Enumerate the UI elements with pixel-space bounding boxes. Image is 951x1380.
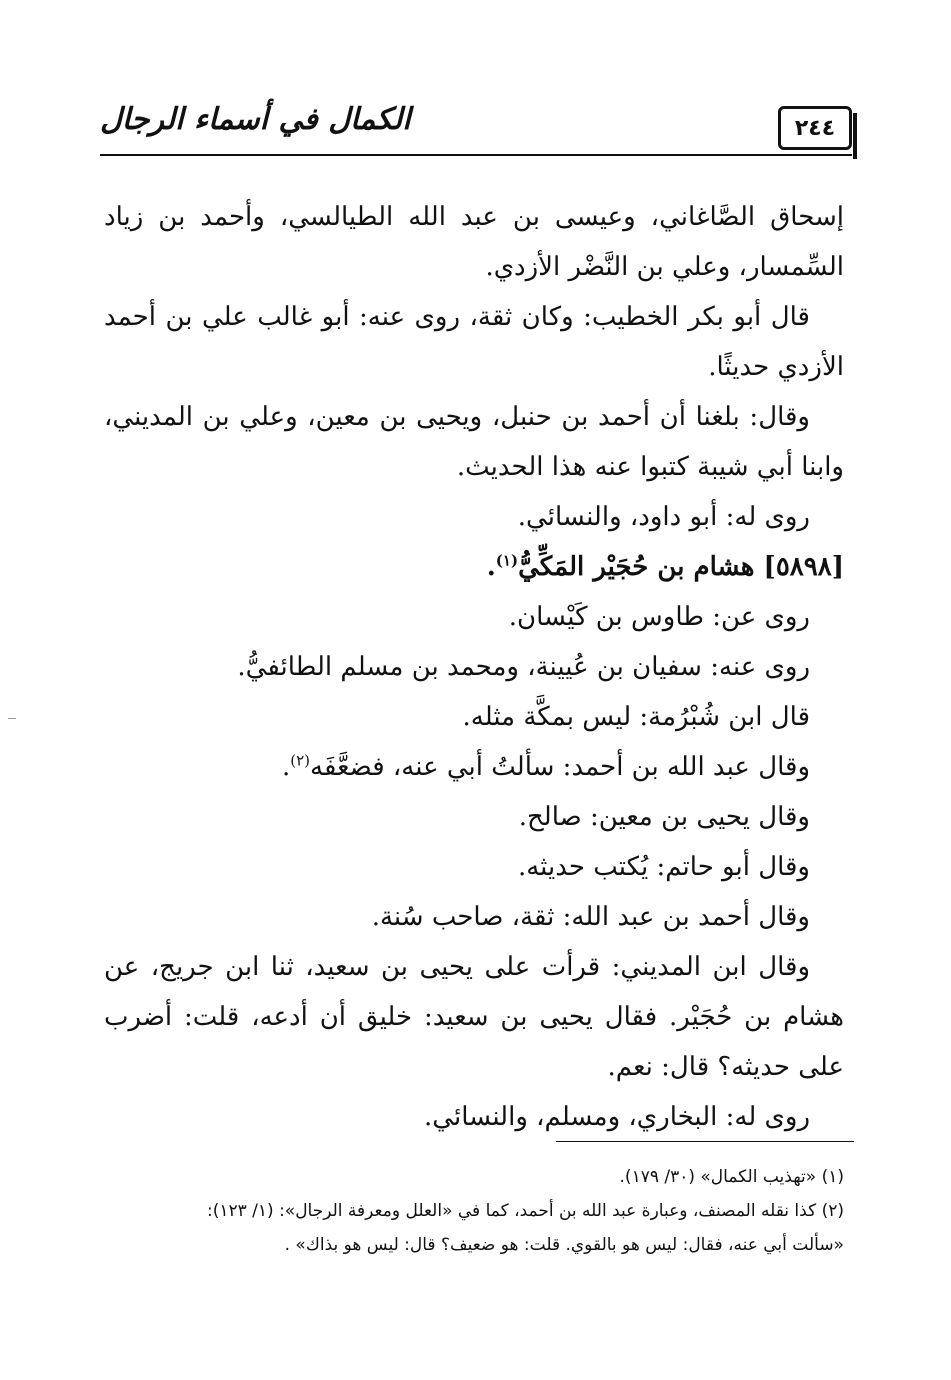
narration-line — [104, 742, 844, 792]
narration-line: قال ابن شُبْرُمة: ليس بمكَّة مثله. — [462, 702, 810, 732]
entry-end: . — [486, 552, 496, 582]
margin-mark — [8, 718, 16, 719]
page-header — [100, 96, 852, 160]
narration-line: روى عن: طاوس بن كَيْسان. — [508, 602, 810, 632]
main-text — [104, 192, 844, 1142]
header-rule — [100, 154, 852, 156]
entry-number: [٥٨٩٨] — [763, 552, 844, 582]
footnote-1: (١) «تهذيب الكمال» (٣٠/ ١٧٩). — [619, 1167, 844, 1187]
abdallah-text: وقال عبد الله بن أحمد: سألتُ أبي عنه، فضعَّفَه — [310, 752, 810, 782]
paragraph: وقال ابن المديني: قرأت على يحيى بن سعيد، ثنا ابن جريج، عن هشام بن حُجَيْر. فقال يحيى بن سعيد: خليق أن أدعه، قلت: أضرب على حديثه؟ قال: نعم. — [104, 952, 844, 1082]
book-title: الكمال في أسماء الرجال — [100, 102, 411, 137]
paragraph: روى له: أبو داود، والنسائي. — [517, 502, 810, 532]
footnote-2-continued: «سألت أبي عنه، فقال: ليس هو بالقوي. قلت: هو ضعيف؟ قال: ليس هو بذاك» . — [284, 1235, 844, 1255]
narration-line: وقال يحيى بن معين: صالح. — [518, 802, 810, 832]
footnote-rule — [556, 1141, 854, 1142]
footnote-ref: (٢) — [290, 751, 311, 770]
entry-heading — [104, 542, 844, 592]
narration-line: روى عنه: سفيان بن عُيينة، ومحمد بن مسلم الطائفيُّ. — [237, 652, 810, 682]
footnote-2: (٢) كذا نقله المصنف، وعبارة عبد الله بن أحمد، كما في «العلل ومعرفة الرجال»: (١/ ١٢٣): — [206, 1201, 844, 1221]
footnote-ref: (١) — [495, 551, 519, 570]
entry-name: هشام بن حُجَيْر المَكِّيُّ — [518, 552, 755, 582]
narration-line: وقال أبو حاتم: يُكتب حديثه. — [517, 852, 810, 882]
page-number: ٢٤٤ — [778, 106, 852, 150]
narration-line: روى له: البخاري، ومسلم، والنسائي. — [424, 1102, 810, 1132]
paragraph: إسحاق الصَّاغاني، وعيسى بن عبد الله الطيالسي، وأحمد بن زياد السِّمسار، وعلي بن النَّضْر الأزدي. — [104, 202, 844, 282]
narration-line: وقال أحمد بن عبد الله: ثقة، صاحب سُنة. — [371, 902, 810, 932]
paragraph: قال أبو بكر الخطيب: وكان ثقة، روى عنه: أبو غالب علي بن أحمد الأزدي حديثًا. — [104, 302, 844, 382]
line-end: . — [281, 752, 291, 782]
footnotes — [104, 1160, 844, 1262]
paragraph: وقال: بلغنا أن أحمد بن حنبل، ويحيى بن معين، وعلي بن المديني، وابنا أبي شيبة كتبوا عنه هذا الحديث. — [104, 402, 844, 482]
